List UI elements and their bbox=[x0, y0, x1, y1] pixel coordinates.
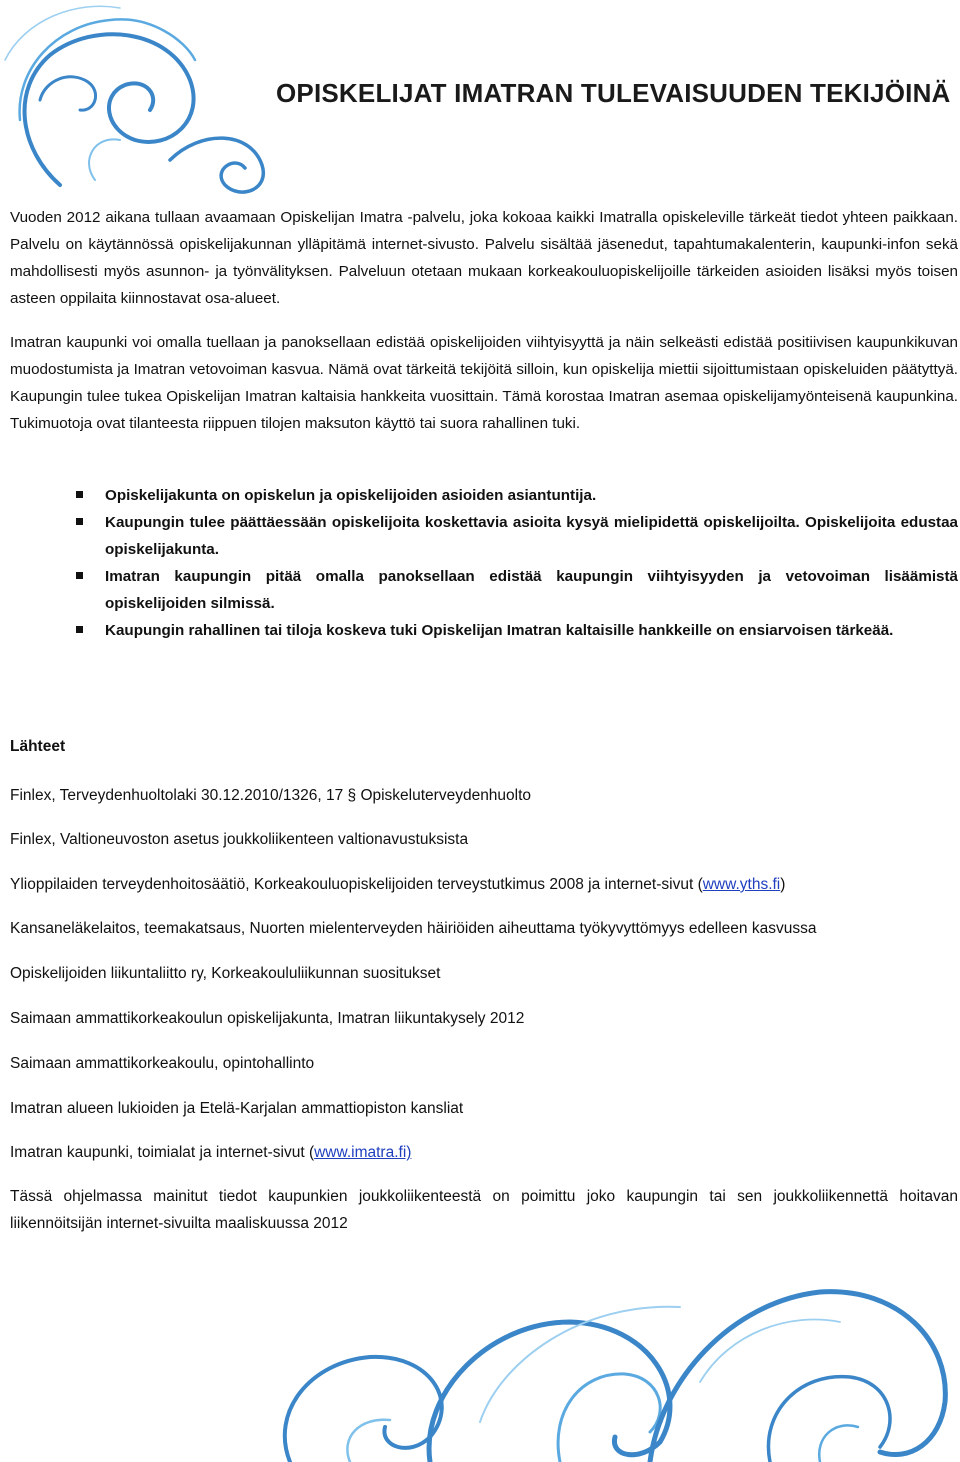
yths-link[interactable]: www.yths.fi bbox=[702, 876, 781, 893]
list-item bbox=[10, 482, 958, 509]
source-item: Saimaan ammattikorkeakoulu, opintohallinto bbox=[10, 1055, 315, 1072]
source-text: Ylioppilaiden terveydenhoitosäätiö, Korkeakouluopiskelijoiden terveystutkimus 2008 ja internet-sivut ( bbox=[10, 876, 703, 893]
source-item: Saimaan ammattikorkeakoulun opiskelijakunta, Imatran liikuntakysely 2012 bbox=[10, 1010, 525, 1027]
source-text: ) bbox=[780, 876, 786, 893]
source-item: Imatran alueen lukioiden ja Etelä-Karjalan ammattiopiston kansliat bbox=[10, 1100, 464, 1117]
imatra-link[interactable]: www.imatra.fi) bbox=[314, 1144, 412, 1161]
square-bullet-icon bbox=[76, 518, 83, 525]
list-item bbox=[10, 509, 958, 563]
swirl-logo bbox=[0, 0, 300, 200]
list-item-text: Kaupungin rahallinen tai tiloja koskeva tuki Opiskelijan Imatran kaltaisille hankkeille on ensiarvoisen tärkeää. bbox=[105, 622, 894, 639]
source-item: Finlex, Valtioneuvoston asetus joukkoliikenteen valtionavustuksista bbox=[10, 831, 469, 848]
intro-paragraph: Vuoden 2012 aikana tullaan avaamaan Opiskelijan Imatra -palvelu, joka kokoaa kaikki Imatralla opiskeleville tärkeät tiedot yhteen paikkaan. Palvelu on käytännössä opiskelijakunnan ylläpitämä internet-sivusto. Palvelu sisältää jäsenedut, tapahtumakalenterin, kaupunki-infon sekä mahdollisesti myös asunnon- ja työnvälityksen. Palveluun otetaan mukaan korkeakouluopiskelijoille tärkeiden asioiden lisäksi myös toisen asteen oppilaita kiinnostavat osa-alueet. bbox=[10, 209, 958, 307]
source-item: Finlex, Terveydenhuoltolaki 30.12.2010/1326, 17 § Opiskeluterveydenhuolto bbox=[10, 787, 532, 804]
square-bullet-icon bbox=[76, 626, 83, 633]
list-item-text: Kaupungin tulee päättäessään opiskelijoita koskettavia asioita kysyä mielipidettä opiskelijoilta. Opiskelijoita edustaa opiskelijakunta. bbox=[105, 514, 958, 558]
list-item-text: Opiskelijakunta on opiskelun ja opiskelijoiden asioiden asiantuntija. bbox=[105, 487, 597, 504]
list-item bbox=[10, 563, 958, 617]
bullet-list bbox=[10, 482, 958, 644]
list-item-text: Imatran kaupungin pitää omalla panoksellaan edistää kaupungin viihtyisyyden ja vetovoiman lisäämistä opiskelijoiden silmissä. bbox=[105, 568, 958, 612]
square-bullet-icon bbox=[76, 491, 83, 498]
swirl-decoration bbox=[230, 1262, 960, 1462]
second-paragraph: Imatran kaupunki voi omalla tuellaan ja panoksellaan edistää opiskelijoiden viihtyisyyttä ja näin selkeästi edistää positiivisen kaupunkikuvan muodostumista ja Imatran vetovoiman kasvua. Nämä ovat tärkeitä tekijöitä silloin, kun opiskelija miettii sijoittumistaan opiskeluiden päätyttyä. Kaupungin tulee tukea Opiskelijan Imatran kaltaisia hankkeita vuosittain. Tämä korostaa Imatran asemaa opiskelijamyönteisenä kaupunkina. Tukimuotoja ovat tilanteesta riippuen tilojen maksuton käyttö tai suora rahallinen tuki. bbox=[10, 334, 958, 432]
list-item bbox=[10, 617, 958, 644]
source-text: Imatran kaupunki, toimialat ja internet-sivut ( bbox=[10, 1144, 315, 1161]
page-title: OPISKELIJAT IMATRAN TULEVAISUUDEN TEKIJÖINÄ bbox=[276, 78, 951, 108]
source-item bbox=[10, 1139, 958, 1166]
square-bullet-icon bbox=[76, 572, 83, 579]
source-item: Kansaneläkelaitos, teemakatsaus, Nuorten mielenterveyden häiriöiden aiheuttama työkyvyttömyys edelleen kasvussa bbox=[10, 920, 817, 937]
source-item bbox=[10, 871, 958, 898]
sources-heading: Lähteet bbox=[10, 738, 66, 755]
source-note: Tässä ohjelmassa mainitut tiedot kaupunkien joukkoliikenteestä on poimittu joko kaupungin tai sen joukkoliikennettä hoitavan liikennöitsijän internet-sivuilta maaliskuussa 2012 bbox=[10, 1188, 958, 1232]
source-item: Opiskelijoiden liikuntaliitto ry, Korkeakoululiikunnan suositukset bbox=[10, 965, 441, 982]
